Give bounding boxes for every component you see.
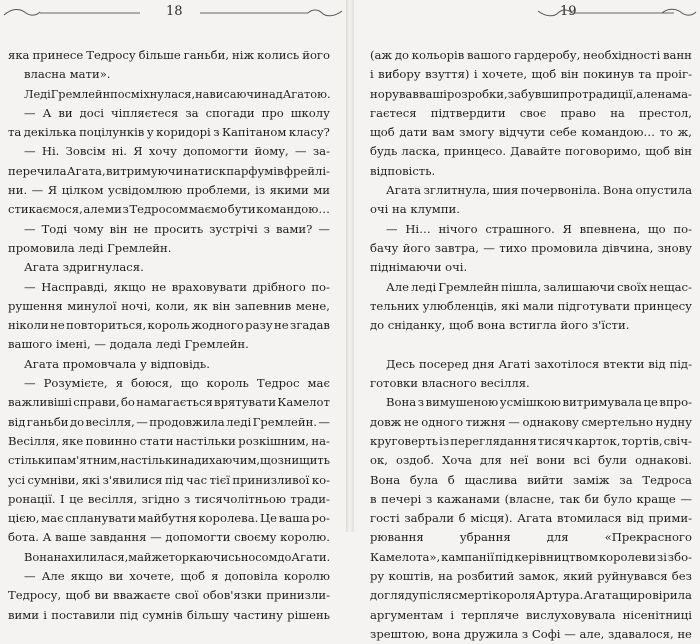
text-line: довж не одного тижня — однакову смертельно нудну [370, 414, 692, 429]
text-line: ни. — Я цілком усвідомлюю проблеми, із якими ми [8, 183, 330, 198]
left-page-header [0, 0, 346, 28]
text-line [370, 335, 692, 354]
text-line: Агата здригнулася. [24, 260, 144, 275]
text-line: Але леді Гремлейн пішла, залишаючи своїх нещас- [386, 279, 692, 294]
text-line: яка принесе Тедросу більше ганьби, ніж колись його [8, 48, 330, 62]
text-line: ніколи не повториться, король жодного разу не згадав [8, 318, 330, 333]
text-line: вашого імені, — додала леді Гремлейн. [8, 337, 249, 352]
text-line: догляду після смерті короля Артура. Агата щиро вірила [370, 588, 692, 603]
text-line: ронації. І це весілля, згідно з тисячолітньою тради- [8, 491, 330, 506]
text-line: будь ласка, принцесо. Давайте поговоримо, щоб він [370, 144, 692, 159]
header-ornament-icon [582, 6, 698, 20]
book-gutter [346, 0, 354, 532]
text-line: промовила леді Гремлейн. [8, 240, 172, 255]
text-line: від ганьби до весілля, — продовжила леді Гремлейн. — [8, 414, 330, 429]
text-line: і вибору взуття) і хочете, щоб він покинув та проіг- [370, 67, 692, 82]
text-line: — Насправді, якщо не враховувати дрібного по- [24, 279, 330, 294]
text-line: рювання убрання для «Прекрасного [370, 530, 692, 545]
text-line: стикаємося, але ми з Тедросом маємо бути командою… [8, 202, 330, 217]
text-line: Вона з вимушеною усмішкою витримувала це впро- [386, 395, 692, 410]
left-page [0, 0, 346, 622]
text-line: бачу його завтра, — тихо промовила дівчина, знову [370, 240, 692, 255]
text-line: тельних улюбленців, які мали підготувати принцесу [370, 298, 692, 313]
text-line: — Тоді чому він не просить зустрічі з вами? — [24, 221, 330, 236]
text-line: Десь посеред дня Агаті захотілося втекти від під- [386, 356, 692, 371]
text-line: в печері з кажанами (власне, так би було краще — [370, 491, 692, 506]
text-line: круговерть із переглядання тисяч карток, тортів, свіч- [370, 433, 692, 448]
text-line: до сніданку, щоб вона встигла його з'їсти. [370, 318, 630, 333]
text-line: норував ваші розробки, забувши про традиції, але нама- [370, 86, 692, 101]
text-line: Вона була б щаслива вийти заміж за Тедроса [370, 472, 692, 487]
text-line: — Розумієте, я боюся, що король Тедрос має [24, 376, 330, 391]
text-line: рушення минулої ночі, коли, як він запевнив мене, [8, 298, 330, 313]
text-line: піднімаючи очі. [370, 260, 468, 275]
text-line: стільки пам'ятним, настільки надихаючим, що знищить [8, 453, 330, 468]
text-line: усі сумніви, які з'явилися під час тієї принизливої ко- [8, 472, 330, 487]
text-line: Вона нахилилася, майже торкаючись носом до Агати. [24, 549, 331, 564]
text-line: щоб дати вам змогу відчути себе командою… то ж, [370, 125, 692, 140]
left-page-body-text [8, 46, 330, 625]
text-line: зрештою, вона дружила з Софі — але, здавалося, не [370, 626, 692, 641]
text-line: — Ні. Зовсім ні. Я хочу допомогти йому, — за- [24, 144, 330, 159]
text-line: — Але якщо ви хочете, щоб я доповіла королю [24, 569, 330, 584]
right-page-header [354, 0, 700, 28]
page-number: 18 [166, 4, 183, 19]
text-line: ок, оздоб. Хоча для неї вони всі були однакові. [370, 453, 692, 468]
text-line: аргументам і терпляче вислуховувала нісенітниці [370, 607, 692, 622]
text-line: Леді Гремлейн посміхнулася, нависаючи над Агатою. [24, 86, 331, 101]
text-line: — А ви досі чіпляєтеся за спогади про школу [24, 105, 330, 120]
text-line: Агата промовчала у відповідь. [24, 356, 210, 371]
text-line: ру коштів, на розбитий замок, який руйнувався без [370, 569, 692, 584]
text-line: Агата зглитнула, шия почервоніла. Вона опустила [386, 183, 692, 198]
text-line: гаєтеся підтвердити своє право на престол, [370, 105, 692, 120]
text-line: (аж до кольорів вашого гардеробу, необхідності ванн [370, 48, 692, 62]
text-line: готовки власного весілля. [370, 376, 530, 391]
text-line: очі на клумпи. [370, 202, 460, 217]
right-page [354, 0, 700, 641]
page-number: 19 [560, 4, 577, 19]
text-line: власна мати». [24, 67, 111, 82]
text-line: та декілька поцілунків у коридорі з Капітаном класу? [8, 125, 330, 140]
text-line: цією, має спланувати майбутня королева. Це ваша ро- [8, 511, 330, 526]
text-line: — Ні… нічого страшного. Я впевнена, що по- [386, 221, 692, 236]
text-line: перечила Агата, витримуючи натиск парфумів фрейлі- [8, 163, 330, 178]
right-page-body-text [370, 46, 692, 644]
header-ornament-icon [198, 6, 344, 20]
header-ornament-icon [2, 6, 142, 20]
text-line: Камелота», кампанії під керівництвом королеви зі збо- [370, 549, 692, 564]
text-line: Тедросу, щоб ви вважаєте свої обов'язки принизли- [8, 588, 330, 603]
text-line: Весілля, яке повинно стати настільки розкішним, на- [8, 433, 330, 448]
text-line: важливіші справи, бо намагається врятувати Камелот [8, 395, 330, 410]
text-line: відповість. [370, 163, 436, 178]
text-line: вими і поставили під сумнів більшу частину рішень [8, 607, 330, 622]
text-line: гості забрали б місця). Агата втомилася від прими- [370, 511, 692, 526]
text-line: бота. А ваше завдання — допомогти своєму королю. [8, 530, 330, 545]
